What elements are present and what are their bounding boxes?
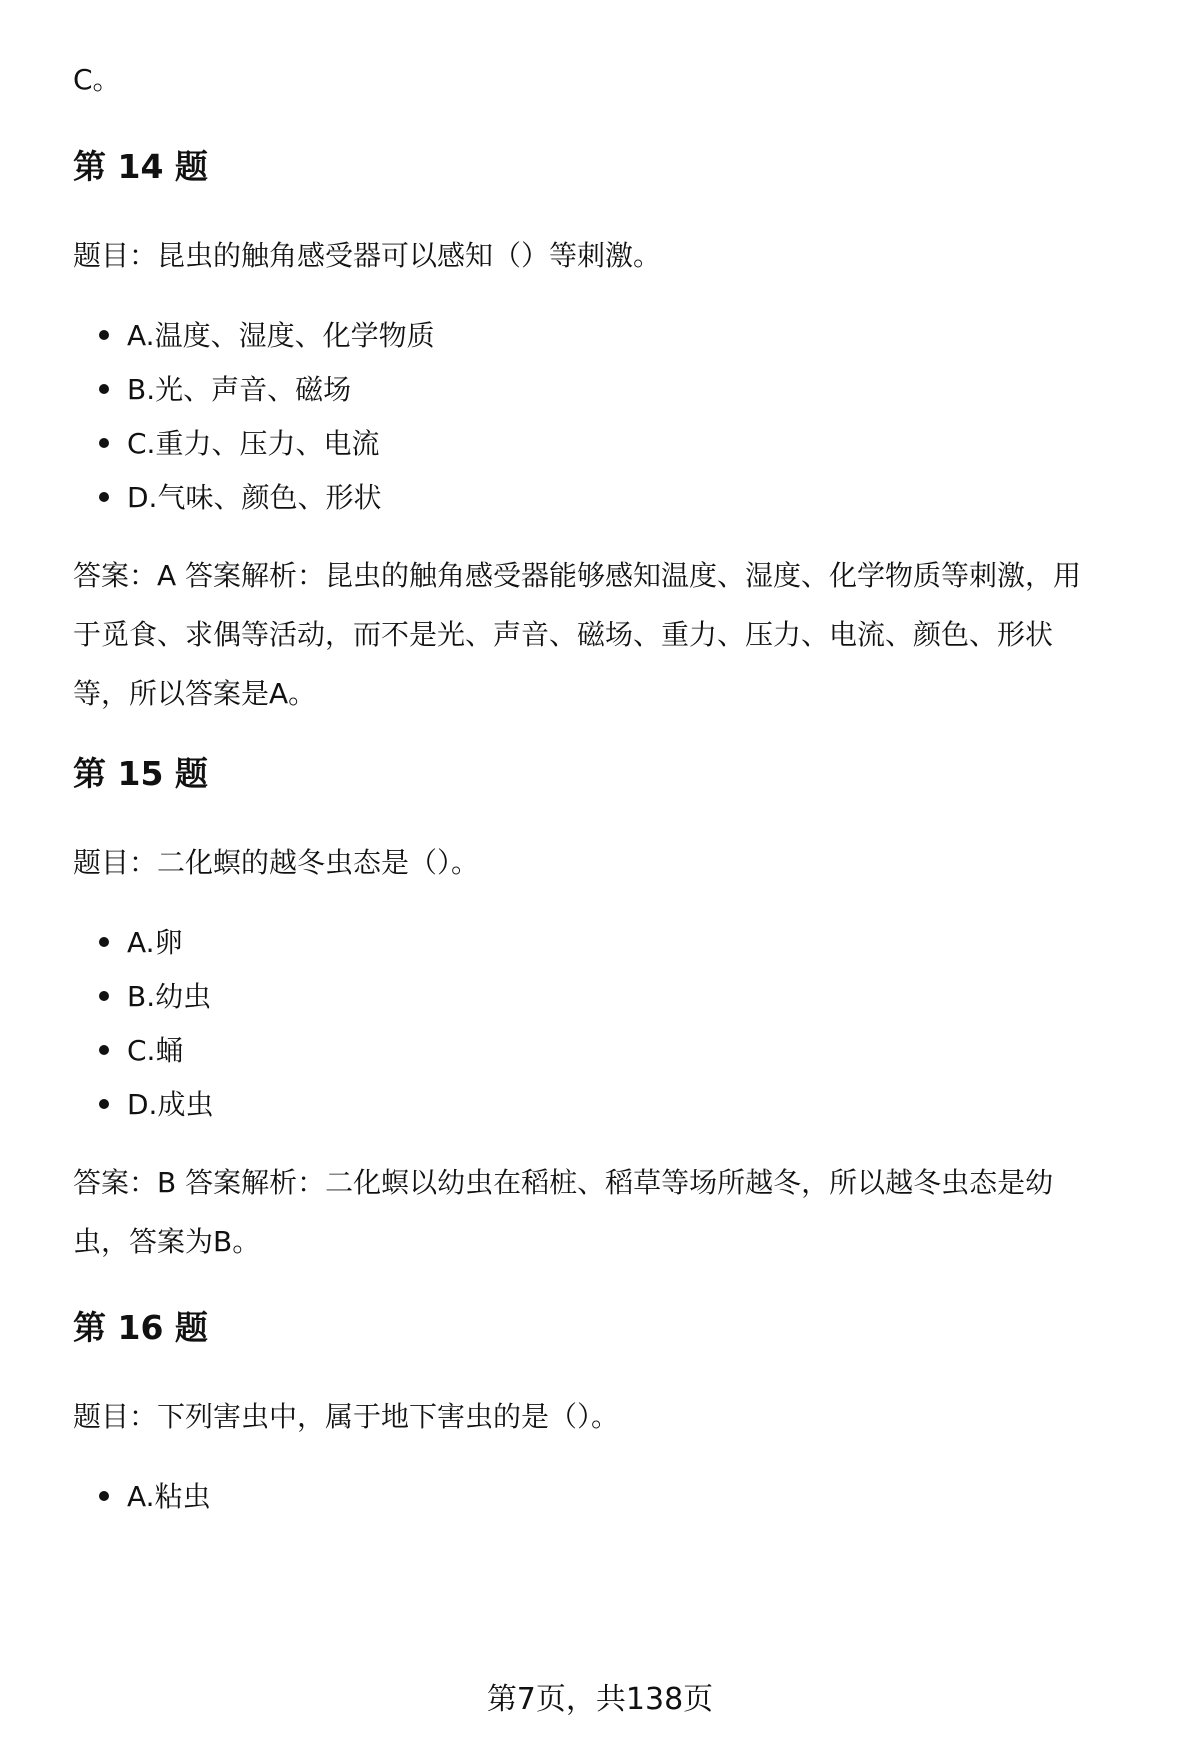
question-15-answer bbox=[73, 1153, 1153, 1271]
bullet-icon bbox=[99, 438, 109, 448]
question-15-text: 题目：二化螟的越冬虫态是（）。 bbox=[73, 846, 480, 879]
bullet-icon bbox=[99, 1099, 109, 1109]
bullet-icon bbox=[99, 937, 109, 947]
question-15-option-d: D.成虫 bbox=[99, 1085, 213, 1125]
answer-line: 答案：B 答案解析：二化螟以幼虫在稻桩、稻草等场所越冬，所以越冬虫态是幼 bbox=[73, 1166, 1054, 1199]
answer-line: 答案：A 答案解析：昆虫的触角感受器能够感知温度、湿度、化学物质等刺激，用 bbox=[73, 559, 1082, 592]
question-14-option-c: C.重力、压力、电流 bbox=[99, 424, 379, 464]
question-14-answer bbox=[73, 546, 1153, 723]
question-16-heading: 第 16 题 bbox=[73, 1308, 208, 1347]
question-14-text: 题目：昆虫的触角感受器可以感知（）等刺激。 bbox=[73, 239, 662, 272]
bullet-icon bbox=[99, 384, 109, 394]
question-14-heading: 第 14 题 bbox=[73, 147, 208, 186]
question-14-option-d: D.气味、颜色、形状 bbox=[99, 478, 381, 518]
answer-line: 于觅食、求偶等活动，而不是光、声音、磁场、重力、压力、电流、颜色、形状 bbox=[73, 618, 1054, 651]
page-footer: 第7页，共138页 bbox=[486, 1682, 714, 1717]
question-15-option-c: C.蛹 bbox=[99, 1031, 183, 1071]
question-14-option-b: B.光、声音、磁场 bbox=[99, 370, 351, 410]
question-15-option-b: B.幼虫 bbox=[99, 977, 211, 1017]
bullet-icon bbox=[99, 991, 109, 1001]
bullet-icon bbox=[99, 492, 109, 502]
question-16-text: 题目：下列害虫中，属于地下害虫的是（）。 bbox=[73, 1400, 620, 1433]
question-15-heading: 第 15 题 bbox=[73, 754, 208, 793]
bullet-icon bbox=[99, 330, 109, 340]
bullet-icon bbox=[99, 1045, 109, 1055]
question-14-option-a: A.温度、湿度、化学物质 bbox=[99, 316, 435, 356]
answer-line: 虫，答案为B。 bbox=[73, 1225, 261, 1258]
question-15-option-a: A.卵 bbox=[99, 923, 183, 963]
bullet-icon bbox=[99, 1491, 109, 1501]
answer-line: 等，所以答案是A。 bbox=[73, 677, 317, 710]
question-16-option-a: A.粘虫 bbox=[99, 1477, 211, 1517]
previous-answer-fragment: C。 bbox=[73, 63, 121, 96]
